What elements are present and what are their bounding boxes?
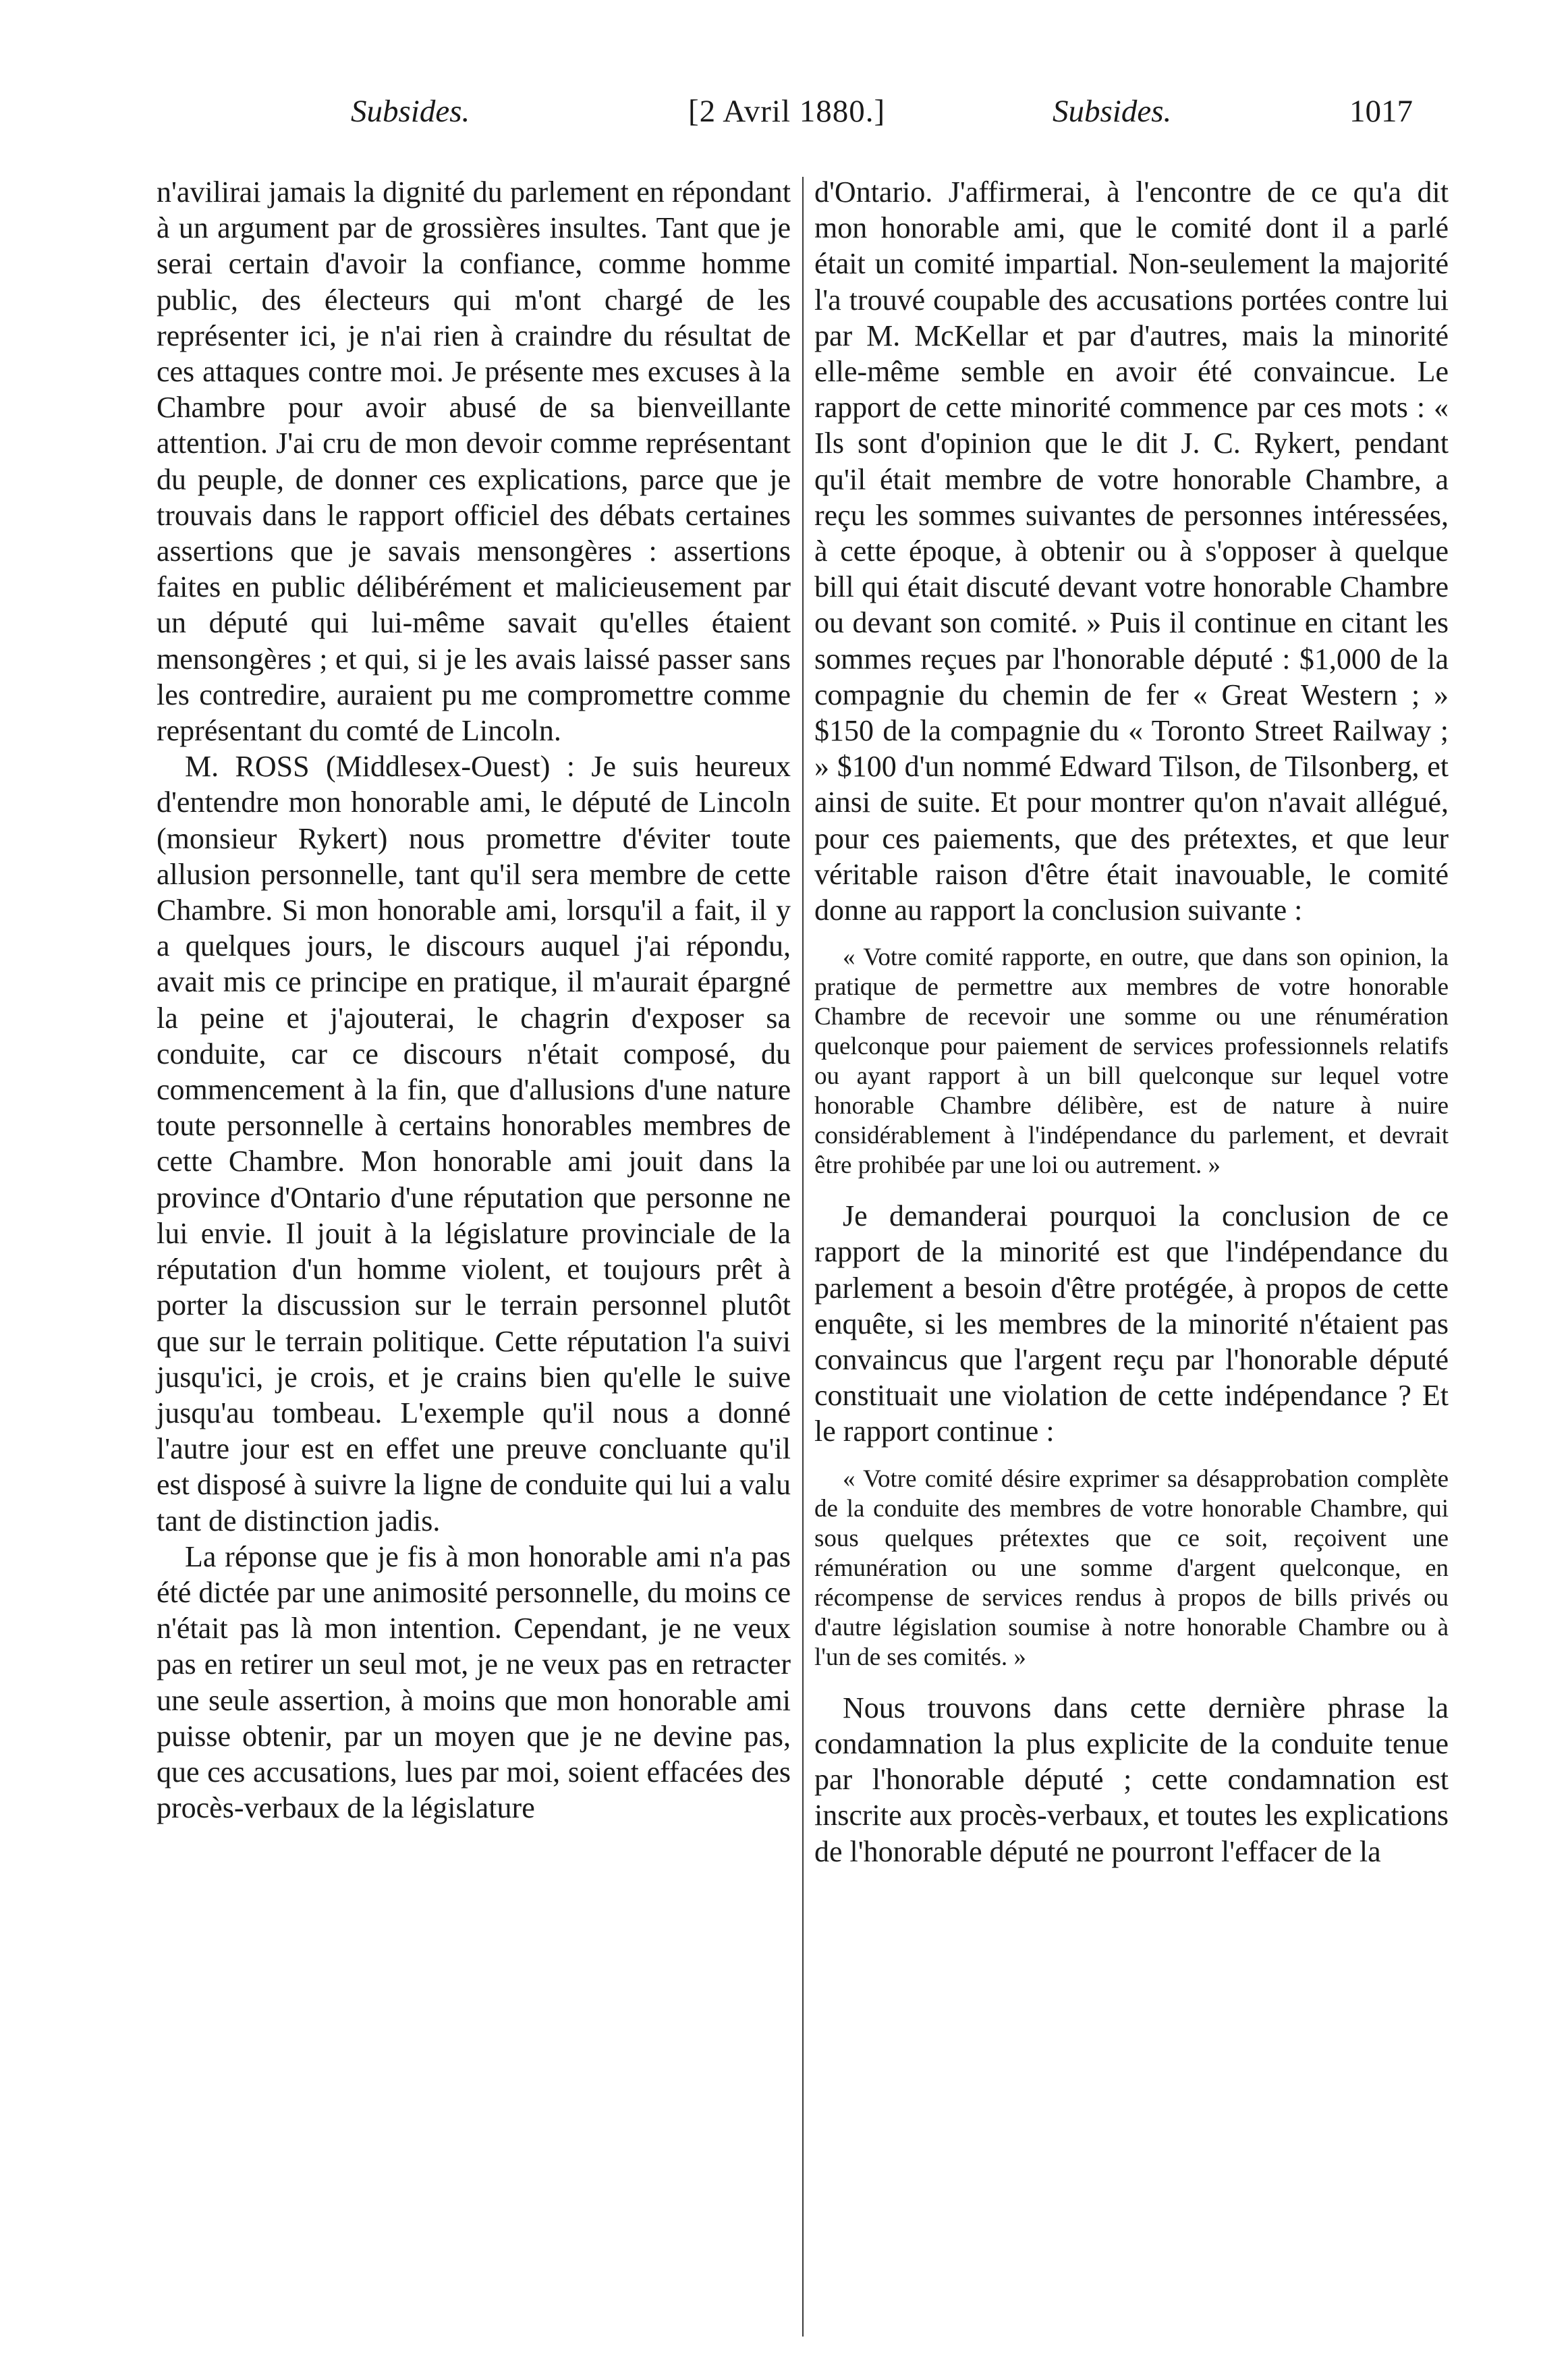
page-number: 1017 (1349, 94, 1413, 129)
running-title-left: Subsides. (351, 94, 470, 129)
right-column (814, 174, 1449, 1869)
block-quote: « Votre comité rapporte, en outre, que dans son opinion, la pratique de permettre aux membres de votre honorable Chambre de recevoir une somme ou une rénumération quelconque pour paiement de services professionnels relatifs ou ayant rapport à un bill quelconque sur lequel votre honorable Chambre délibère, est de nature à nuire considérablement à l'indépendance du parlement, et devrait être prohibée par une loi ou autrement. » (814, 944, 1449, 1180)
left-column (157, 174, 791, 1826)
running-title-right: Subsides. (1053, 94, 1172, 129)
paragraph: d'Ontario. J'affirmerai, à l'encontre de ce qu'a dit mon honorable ami, que le comité dont il a parlé était un comité impartial. Non-seulement la majorité l'a trouvé coupable des accusations portées contre lui par M. McKellar et par d'autres, mais la minorité elle-même semble en avoir été convaincue. Le rapport de cette minorité commence par ces mots : « Ils sont d'opinion que le dit J. C. Rykert, pendant qu'il était membre de votre honorable Chambre, a reçu les sommes suivantes de personnes intéressées, à cette époque, à obtenir ou à s'opposer à quelque bill qui était discuté devant votre honorable Chambre ou devant son comité. » Puis il continue en citant les sommes reçues par l'honorable député : $1,000 de la compagnie du chemin de fer « Great Western ; » $150 de la compagnie du « Toronto Street Railway ; » $100 d'un nommé Edward Tilson, de Tilsonberg, et ainsi de suite. Et pour montrer qu'on n'avait allégué, pour ces paiements, que des prétextes, et que leur véritable raison d'être était inavouable, le comité donne au rapport la conclusion suivante : (814, 175, 1449, 927)
paragraph: Je demanderai pourquoi la conclusion de ce rapport de la minorité est que l'indépendance du parlement a besoin d'être protégée, à propos de cette enquête, si les membres de la minorité n'étaient pas convaincus que l'argent reçu par l'honorable député constituait une violation de cette indépendance ? Et le rapport continue : (814, 1199, 1449, 1448)
paragraph: n'avilirai jamais la dignité du parlement en répondant à un argument par de grossières insultes. Tant que je serai certain d'avoir la confiance, comme homme public, des électeurs qui m'ont chargé de les représenter ici, je n'ai rien à craindre du résultat de ces attaques contre moi. Je présente mes excuses à la Chambre pour avoir abusé de sa bienveillante attention. J'ai cru de mon devoir comme représentant du peuple, de donner ces explications, parce que je trouvais dans le rapport officiel des débats certaines assertions que je savais mensongères : assertions faites en public délibérément et malicieusement par un député qui lui-même savait qu'elles étaient mensongères ; et qui, si je les avais laissé passer sans les contredire, auraient pu me compromettre comme représentant du comté de Lincoln. (157, 175, 791, 748)
paragraph: La réponse que je fis à mon honorable ami n'a pas été dictée par une animosité personnelle, du moins ce n'était pas là mon intention. Cependant, je ne veux pas en retirer un seul mot, je ne veux pas en retracter une seule assertion, à moins que mon honorable ami puisse obtenir, par un moyen que je ne devine pas, que ces accusations, lues par moi, soient effacées des procès-verbaux de la législature (157, 1539, 791, 1825)
column-divider (802, 177, 804, 2337)
paragraph: Nous trouvons dans cette dernière phrase la condamnation la plus explicite de la conduite tenue par l'honorable député ; cette condamnation est inscrite aux procès-verbaux, et toutes les explications de l'honorable député ne pourront l'effacer de la (814, 1691, 1449, 1868)
block-quote: « Votre comité désire exprimer sa désapprobation complète de la conduite des membres de votre honorable Chambre, qui sous quelques prétextes que ce soit, reçoivent une rémunération ou une somme d'argent quelconque, en récompense de services rendus à propos de bills privés ou d'autre législation soumise à notre honorable Chambre ou à l'un de ses comités. » (814, 1465, 1449, 1671)
paragraph: M. ROSS (Middlesex-Ouest) : Je suis heureux d'entendre mon honorable ami, le député de Lincoln (monsieur Rykert) nous promettre d'éviter toute allusion personnelle, tant qu'il sera membre de cette Chambre. Si mon honorable ami, lorsqu'il a fait, il y a quelques jours, le discours auquel j'ai répondu, avait mis ce principe en pratique, il m'aurait épargné la peine et j'ajouterai, le chagrin d'exposer sa conduite, car ce discours n'était composé, du commencement à la fin, que d'allusions d'une nature toute personnelle à certains honorables membres de cette Chambre. Mon honorable ami jouit dans la province d'Ontario d'une réputation que personne ne lui envie. Il jouit à la législature provinciale de la réputation d'un homme violent, et toujours prêt à porter la discussion sur le terrain personnel plutôt que sur le terrain politique. Cette réputation l'a suivi jusqu'ici, je crois, et je crains bien qu'elle le suive jusqu'au tombeau. L'exemple qu'il nous a donné l'autre jour est en effet une preuve concluante qu'il est disposé à suivre la ligne de conduite qui lui a valu tant de distinction jadis. (157, 750, 791, 1537)
page-header (155, 93, 1437, 140)
header-date: [2 Avril 1880.] (688, 94, 886, 129)
